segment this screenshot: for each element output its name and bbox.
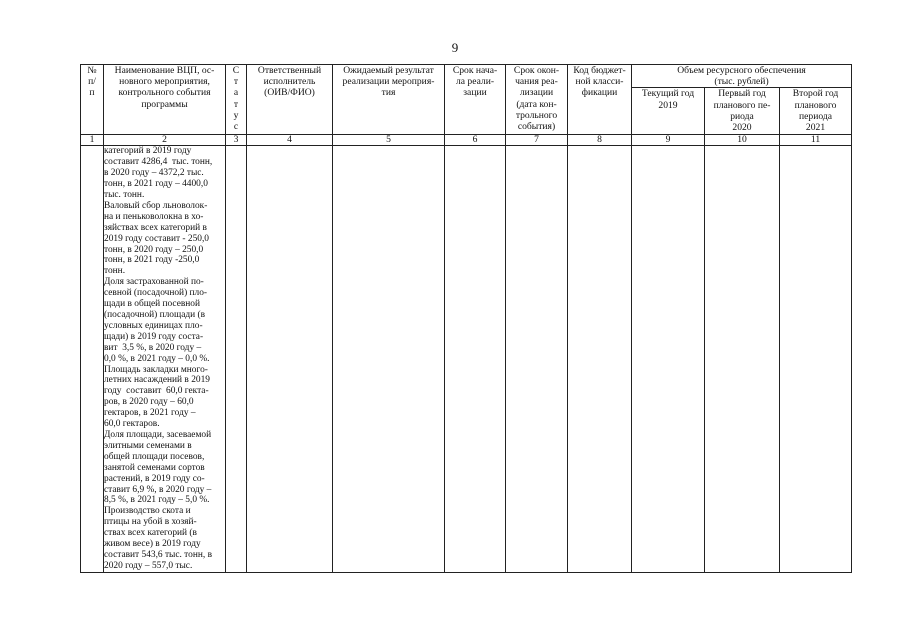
- name-text-line: Доля площади, засеваемой: [104, 429, 212, 440]
- header-line: т: [233, 76, 239, 88]
- header-end-date: [506, 65, 568, 135]
- header-budget-code: [568, 65, 632, 135]
- header-line: п/: [88, 76, 96, 88]
- name-text-line: элитными семенами в: [104, 440, 192, 451]
- name-text-line: 2020 году – 557,0 тыс.: [104, 560, 193, 571]
- name-text-line: Производство скота и: [104, 506, 191, 517]
- header-line: Срок нача-: [452, 65, 498, 76]
- header-line: Ответственный: [257, 65, 322, 76]
- table-row: [81, 146, 852, 573]
- name-text-line: зяйствах всех категорий в: [104, 222, 207, 233]
- cell-status: [226, 146, 247, 573]
- column-number: 4: [247, 135, 333, 146]
- header-line: 2019: [658, 99, 678, 111]
- header-line: с: [233, 121, 239, 133]
- name-text-line: 0,0 %, в 2021 году – 0,0 %.: [104, 353, 210, 364]
- name-text-line: летних насаждений в 2019: [104, 375, 210, 386]
- cell-name: [104, 146, 226, 573]
- header-line: Первый год: [718, 88, 766, 100]
- cell-budget-code: [568, 146, 632, 573]
- header-line: программы: [141, 98, 188, 110]
- cell-expected-result: [333, 146, 445, 573]
- name-text-line: щади) в 2019 году соста-: [104, 331, 204, 342]
- header-line: ной класси-: [575, 76, 624, 88]
- header-line: чания реа-: [515, 76, 558, 88]
- column-number: 9: [632, 135, 705, 146]
- header-line: (ОИВ/ФИО): [264, 87, 315, 99]
- cell-start-date: [445, 146, 506, 573]
- header-line: Текущий год: [641, 88, 695, 100]
- cell-end-date: [506, 146, 568, 573]
- column-number: 11: [780, 135, 852, 146]
- header-status: [226, 65, 247, 135]
- column-number: 10: [705, 135, 780, 146]
- column-number: 2: [104, 135, 226, 146]
- header-line: планового пе-: [713, 99, 771, 111]
- name-text-line: ствах всех категорий (в: [104, 528, 197, 539]
- header-expected-result: [333, 65, 445, 135]
- column-number: 1: [81, 135, 104, 146]
- column-number-row: [81, 135, 852, 146]
- name-text-line: живом весе) в 2019 году: [104, 539, 201, 550]
- cell-number: [81, 146, 104, 573]
- header-line: ла реали-: [455, 76, 495, 88]
- cell-current-year: [632, 146, 705, 573]
- header-line: тия: [381, 87, 396, 99]
- cell-first-plan-year: [705, 146, 780, 573]
- header-first-plan-year: [705, 88, 780, 135]
- column-number: 7: [506, 135, 568, 146]
- header-line: события): [517, 121, 556, 133]
- name-text-line: тонн, в 2021 году -250,0: [104, 255, 200, 266]
- column-number: 3: [226, 135, 247, 146]
- name-text-line: гектаров, в 2021 году –: [104, 408, 196, 419]
- program-activities-table: [80, 64, 852, 573]
- header-line: периода: [799, 110, 832, 122]
- name-text-line: щади в общей посевной: [104, 299, 201, 310]
- name-text-line: составит 4286,4 тыс. тонн,: [104, 157, 213, 168]
- header-line: Срок окон-: [513, 65, 560, 76]
- header-line: т: [233, 98, 239, 110]
- name-text-line: тыс. тонн.: [104, 190, 145, 201]
- cell-responsible: [247, 146, 333, 573]
- name-text-line: растений, в 2019 году со-: [104, 473, 205, 484]
- header-line: Второй год: [792, 88, 839, 100]
- header-line: планового: [794, 99, 837, 111]
- name-text-line: тонн, в 2021 году – 4400,0: [104, 179, 208, 190]
- header-line: №: [87, 65, 97, 76]
- name-text-line: 8,5 %, в 2021 году – 5,0 %.: [104, 495, 210, 506]
- name-text-line: на и пеньковолокна в хо-: [104, 211, 204, 222]
- name-text-line: (посадочной) площади (в: [104, 310, 206, 320]
- header-line: риода: [730, 110, 754, 122]
- name-text-line: составит 543,6 тыс. тонн, в: [104, 549, 212, 560]
- header-line: Объем ресурсного обеспечения: [677, 65, 806, 76]
- header-line: 2020: [732, 122, 752, 134]
- header-line: у: [233, 109, 239, 121]
- name-text-line: тонн, в 2020 году – 250,0: [104, 244, 204, 255]
- name-text-line: ставит 6,9 %, в 2020 году –: [104, 484, 212, 495]
- name-text-line: севной (посадочной) пло-: [104, 288, 208, 299]
- header-start-date: [445, 65, 506, 135]
- header-number: [81, 65, 104, 135]
- name-text-line: в 2020 году – 4372,2 тыс.: [104, 168, 204, 179]
- column-number: 6: [445, 135, 506, 146]
- name-text-line: общей площади посевов,: [104, 451, 205, 462]
- name-text-line: вит 3,5 %, в 2020 году –: [104, 342, 202, 353]
- header-line: фикации: [581, 87, 618, 99]
- name-text-line: условных единицах пло-: [104, 320, 203, 331]
- name-text-line: году составит 60,0 гекта-: [104, 386, 209, 397]
- header-current-year: [632, 88, 705, 135]
- name-text-line: 2019 году составит - 250,0: [104, 233, 209, 244]
- header-second-plan-year: [780, 88, 852, 135]
- header-line: Ожидаемый результат: [343, 65, 434, 76]
- header-line: 2021: [805, 122, 826, 134]
- header-responsible: [247, 65, 333, 135]
- column-number: 5: [333, 135, 445, 146]
- header-line: Код бюджет-: [573, 65, 626, 76]
- header-line: лизации: [519, 87, 554, 99]
- name-text-line: категорий в 2019 году: [104, 146, 192, 157]
- cell-second-plan-year: [780, 146, 852, 573]
- column-number: 8: [568, 135, 632, 146]
- header-line: (дата кон-: [516, 98, 557, 110]
- header-line: п: [89, 87, 95, 99]
- name-text-line: занятой семенами сортов: [104, 462, 205, 473]
- page-number: 9: [451, 40, 459, 55]
- header-line: С: [232, 65, 240, 76]
- name-text-line: тонн.: [104, 266, 126, 277]
- name-text-line: Валовый сбор льноволок-: [104, 200, 208, 211]
- header-name: [104, 65, 226, 135]
- name-text-line: Доля застрахованной по-: [104, 277, 204, 288]
- header-line: (тыс. рублей): [714, 76, 769, 88]
- name-text-line: Площадь закладки много-: [104, 364, 208, 375]
- header-line: а: [233, 87, 239, 99]
- header-row: [81, 65, 852, 88]
- header-line: контрольного события: [118, 87, 211, 99]
- header-line: новного мероприятия,: [119, 76, 210, 88]
- name-text-line: 60,0 гектаров.: [104, 419, 160, 430]
- header-line: реализации мероприя-: [342, 76, 435, 88]
- header-line: исполнитель: [263, 76, 316, 88]
- header-line: трольного: [515, 109, 558, 121]
- header-resource-group: [632, 65, 852, 88]
- name-text-line: ров, в 2020 году – 60,0: [104, 397, 194, 408]
- header-line: зации: [463, 87, 487, 99]
- header-line: Наименование ВЦП, ос-: [114, 65, 215, 76]
- name-text-line: птицы на убой в хозяй-: [104, 517, 197, 528]
